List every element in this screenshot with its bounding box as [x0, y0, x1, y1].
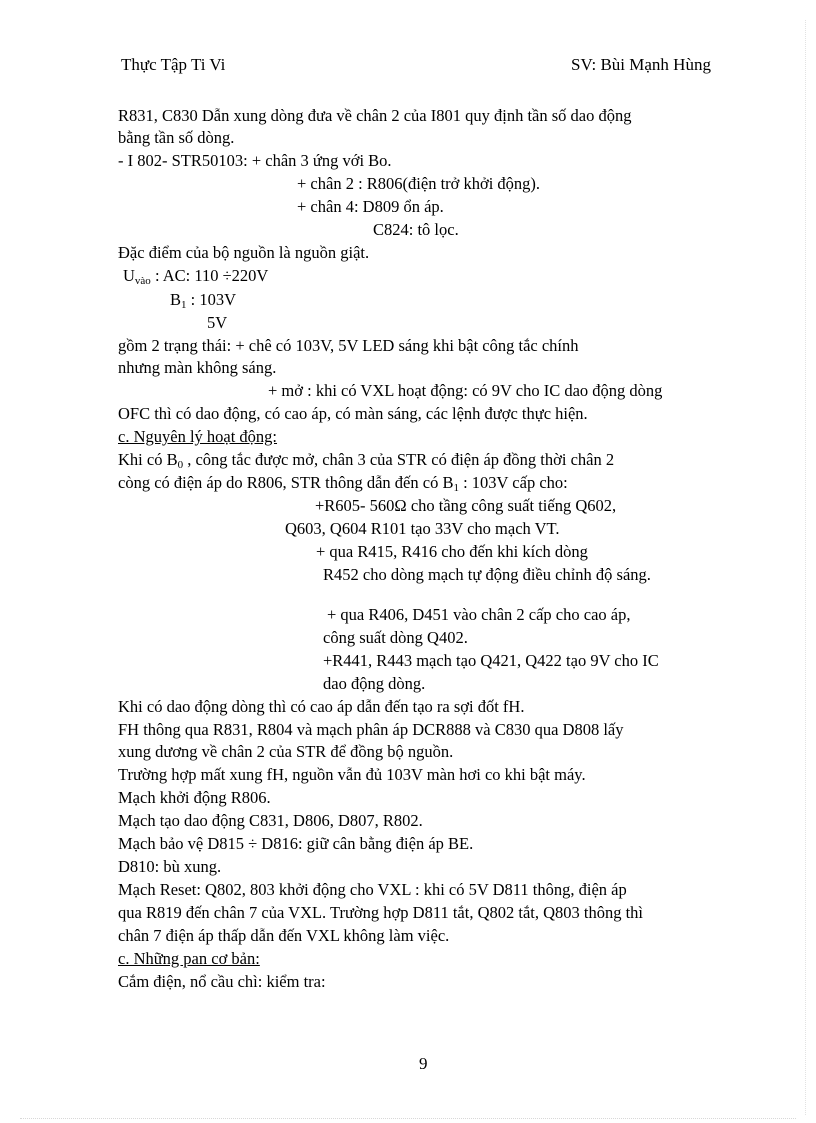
- paragraph-line: [118, 450, 614, 470]
- paragraph-line: + qua R406, D451 vào chân 2 cấp cho cao áp,: [327, 605, 631, 624]
- page-number: 9: [419, 1054, 428, 1073]
- subscript: 1: [453, 482, 459, 494]
- paragraph-line: Đặc điểm của bộ nguồn là nguồn giật.: [118, 243, 370, 262]
- b1-voltage-line: [170, 290, 236, 310]
- paragraph-line: Mạch khởi động R806.: [118, 788, 271, 807]
- symbol: U: [123, 266, 135, 285]
- paragraph-line: D810: bù xung.: [118, 857, 222, 876]
- subscript: 1: [181, 299, 187, 311]
- symbol: B: [170, 290, 182, 309]
- page-edge-divider: [805, 20, 806, 1115]
- text: còng có điện áp do R806, STR thông dẫn đến có B: [118, 473, 454, 492]
- value: : 103V: [186, 290, 237, 309]
- paragraph-line: Mạch Reset: Q802, 803 khởi động cho VXL : khi có 5V D811 thông, điện áp: [118, 880, 627, 899]
- paragraph-line: C824: tô lọc.: [373, 220, 459, 239]
- paragraph-line: +R605- 560Ω cho tầng công suất tiếng Q602,: [315, 496, 617, 515]
- paragraph-line: R452 cho dòng mạch tự động điều chỉnh độ sáng.: [323, 565, 651, 584]
- header-right: SV: Bùi Mạnh Hùng: [571, 55, 711, 74]
- paragraph-line: nhưng màn không sáng.: [118, 358, 277, 377]
- paragraph-line: dao động dòng.: [323, 674, 426, 693]
- paragraph-line: qua R819 đến chân 7 của VXL. Trường hợp D811 tắt, Q802 tắt, Q803 thông thì: [118, 903, 644, 922]
- paragraph-line: Khi có dao động dòng thì có cao áp dẫn đến tạo ra sợi đốt fH.: [118, 697, 525, 716]
- paragraph-line: +R441, R443 mạch tạo Q421, Q422 tạo 9V cho IC: [323, 651, 659, 670]
- paragraph-line: công suất dòng Q402.: [323, 628, 468, 647]
- header-left: Thực Tập Ti Vi: [121, 55, 226, 74]
- value: : AC: 110 ÷220V: [150, 266, 269, 285]
- paragraph-line: Mạch bảo vệ D815 ÷ D816: giữ cân bằng điện áp BE.: [118, 834, 474, 853]
- paragraph-line: R831, C830 Dẫn xung dòng đưa về chân 2 của I801 quy định tần số dao động: [118, 106, 632, 125]
- subscript: vào: [134, 275, 151, 287]
- paragraph-line: OFC thì có dao động, có cao áp, có màn sáng, các lệnh được thực hiện.: [118, 404, 588, 423]
- paragraph-line: gồm 2 trạng thái: + chê có 103V, 5V LED sáng khi bật công tắc chính: [118, 336, 579, 355]
- text: , công tắc được mở, chân 3 của STR có điện áp đồng thời chân 2: [183, 450, 615, 469]
- section-heading: c. Nguyên lý hoạt động:: [118, 427, 278, 446]
- page-edge-divider: [20, 1118, 796, 1119]
- paragraph-line: - I 802- STR50103: + chân 3 ứng với Bo.: [118, 151, 392, 170]
- paragraph-line: + chân 2 : R806(điện trở khởi động).: [297, 174, 541, 193]
- paragraph-line: xung dương về chân 2 của STR để đồng bộ nguồn.: [118, 742, 454, 761]
- paragraph-line: Trường hợp mất xung fH, nguồn vẫn đủ 103V màn hơi co khi bật máy.: [118, 765, 586, 784]
- section-heading: c. Những pan cơ bản:: [118, 949, 260, 968]
- paragraph-line: [118, 473, 568, 493]
- paragraph-line: + mở : khi có VXL hoạt động: có 9V cho IC dao động dòng: [268, 381, 663, 400]
- input-voltage-line: [123, 266, 268, 286]
- paragraph-line: Q603, Q604 R101 tạo 33V cho mạch VT.: [285, 519, 560, 538]
- paragraph-line: 5V: [207, 313, 228, 332]
- text: : 103V cấp cho:: [458, 473, 568, 492]
- paragraph-line: chân 7 điện áp thấp dẫn đến VXL không làm việc.: [118, 926, 450, 945]
- paragraph-line: Cắm điện, nổ cầu chì: kiểm tra:: [118, 972, 326, 991]
- subscript: 0: [177, 459, 184, 471]
- paragraph-line: + chân 4: D809 ổn áp.: [297, 197, 444, 216]
- paragraph-line: bằng tần số dòng.: [118, 128, 235, 147]
- text: Khi có B: [118, 450, 178, 469]
- paragraph-line: FH thông qua R831, R804 và mạch phân áp DCR888 và C830 qua D808 lấy: [118, 720, 624, 739]
- paragraph-line: Mạch tạo dao động C831, D806, D807, R802.: [118, 811, 423, 830]
- paragraph-line: + qua R415, R416 cho đến khi kích dòng: [316, 542, 588, 561]
